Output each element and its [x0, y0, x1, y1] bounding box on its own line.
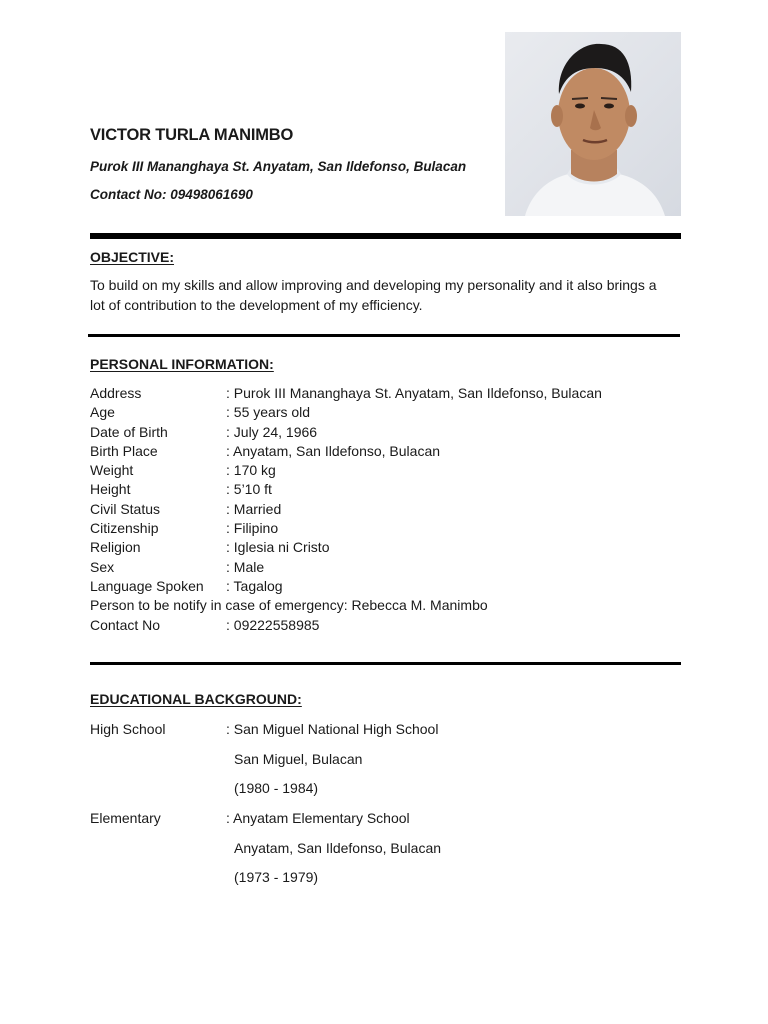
- edu-level-label: Elementary: [90, 810, 161, 827]
- info-row-weight: [90, 461, 602, 480]
- info-row-language-spoken: [90, 577, 602, 596]
- objective-text: To build on my skills and allow improving and developing my personality and it also brings a lot of contribution to the development of my efficiency.: [90, 277, 657, 313]
- info-value: : 09222558985: [226, 616, 320, 633]
- info-label: Religion: [90, 539, 141, 556]
- info-label: Height: [90, 481, 131, 498]
- info-value: : Filipino: [226, 520, 279, 537]
- edu-detail-row: [90, 867, 441, 897]
- info-label: Contact No: [90, 616, 161, 633]
- edu-school-name: : San Miguel National High School: [226, 721, 439, 737]
- edu-high-school: [90, 719, 441, 749]
- info-label: Citizenship: [90, 520, 159, 537]
- info-value: : Iglesia ni Cristo: [226, 539, 330, 556]
- education-list: [90, 719, 441, 897]
- edu-detail-row: [90, 778, 441, 808]
- info-value: : 55 years old: [226, 404, 311, 421]
- info-label: Birth Place: [90, 442, 158, 459]
- info-value: : 5’10 ft: [226, 481, 272, 498]
- info-value: : Married: [226, 500, 282, 517]
- edu-years: (1973 - 1979): [234, 869, 319, 886]
- edu-location: Anyatam, San Ildefonso, Bulacan: [234, 839, 442, 856]
- edu-detail-row: [90, 838, 441, 868]
- info-row-height: [90, 480, 602, 499]
- applicant-address: Purok III Mananghaya St. Anyatam, San Ildefonso, Bulacan: [90, 159, 467, 174]
- applicant-contact: Contact No: 09498061690: [90, 187, 253, 202]
- info-value: : July 24, 1966: [226, 423, 318, 440]
- person-portrait-icon: [505, 32, 681, 216]
- info-row-contact-no: [90, 616, 602, 635]
- profile-photo: [505, 32, 681, 216]
- edu-detail-row: [90, 749, 441, 779]
- info-label: Age: [90, 404, 115, 421]
- info-row-civil-status: [90, 500, 602, 519]
- education-heading: EDUCATIONAL BACKGROUND:: [90, 691, 302, 707]
- edu-elementary: [90, 808, 441, 838]
- info-row-date-of-birth: [90, 423, 602, 442]
- info-value: : Male: [226, 558, 265, 575]
- edu-level-label: High School: [90, 721, 166, 737]
- section-divider: [90, 662, 681, 665]
- info-value: : Tagalog: [226, 577, 283, 594]
- info-label: Date of Birth: [90, 423, 168, 440]
- info-row-emergency-contact: Person to be notify in case of emergency: Rebecca M. Manimbo: [90, 597, 488, 614]
- info-value: : Purok III Mananghaya St. Anyatam, San Ildefonso, Bulacan: [226, 385, 602, 401]
- info-value: : Anyatam, San Ildefonso, Bulacan: [226, 442, 441, 459]
- edu-location: San Miguel, Bulacan: [234, 750, 363, 767]
- objective-heading: OBJECTIVE:: [90, 249, 175, 265]
- edu-school-name: : Anyatam Elementary School: [226, 810, 410, 827]
- applicant-name: VICTOR TURLA MANIMBO: [90, 126, 294, 144]
- personal-info-list: [90, 384, 602, 635]
- info-label: Sex: [90, 558, 115, 575]
- edu-years: (1980 - 1984): [234, 780, 319, 797]
- info-label: Language Spoken: [90, 577, 204, 594]
- info-label: Weight: [90, 462, 134, 479]
- info-row-religion: [90, 538, 602, 557]
- info-row-citizenship: [90, 519, 602, 538]
- section-divider: [88, 334, 680, 337]
- info-label: Address: [90, 385, 142, 401]
- info-row-age: [90, 403, 602, 422]
- header-divider: [90, 233, 681, 239]
- info-row-birth-place: [90, 442, 602, 461]
- personal-info-heading: PERSONAL INFORMATION:: [90, 356, 274, 372]
- info-value: : 170 kg: [226, 462, 276, 479]
- info-row-sex: [90, 558, 602, 577]
- info-label: Civil Status: [90, 500, 161, 517]
- info-row-address: [90, 384, 602, 403]
